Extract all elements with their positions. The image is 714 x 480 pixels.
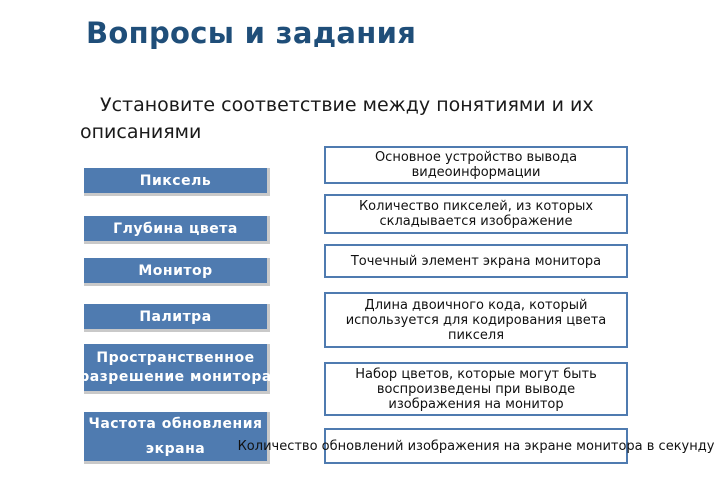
desc-color-set-text: Набор цветов, которые могут быть воспроизведены при выводе изображения на монитор [355,366,597,412]
term-palette[interactable]: Палитра [84,304,270,332]
slide-title: Вопросы и задания [86,16,417,50]
term-spatial-resolution-line1: Пространственное [96,349,255,366]
desc-dot-element[interactable] [324,244,628,278]
desc-refresh-count-text: Количество обновлений изображения на экране монитора в секунду [237,438,714,454]
term-spatial-resolution[interactable] [79,344,272,394]
desc-output-device[interactable] [324,146,628,184]
task-text: Установите соответствие между понятиями и их описаниями [80,94,594,143]
desc-color-set[interactable] [324,362,628,416]
desc-code-length[interactable] [324,292,628,348]
desc-output-device-text: Основное устройство вывода видеоинформации [374,150,578,180]
desc-pixel-count[interactable] [324,194,628,234]
desc-pixel-count-text: Количество пикселей, из которых складывается изображение [358,199,594,229]
desc-code-length-text: Длина двоичного кода, который используется для кодирования цвета пикселя [345,297,607,343]
term-spatial-resolution-line2: разрешение монитора [79,368,272,385]
term-color-depth[interactable]: Глубина цвета [84,216,270,244]
desc-refresh-count[interactable] [237,428,714,464]
term-refresh-rate-line2: экрана [145,440,206,457]
term-refresh-rate-line1: Частота обновления [88,415,263,432]
term-monitor[interactable]: Монитор [84,258,270,286]
desc-dot-element-text: Точечный элемент экрана монитора [350,253,602,269]
term-pixel[interactable]: Пиксель [84,168,270,196]
